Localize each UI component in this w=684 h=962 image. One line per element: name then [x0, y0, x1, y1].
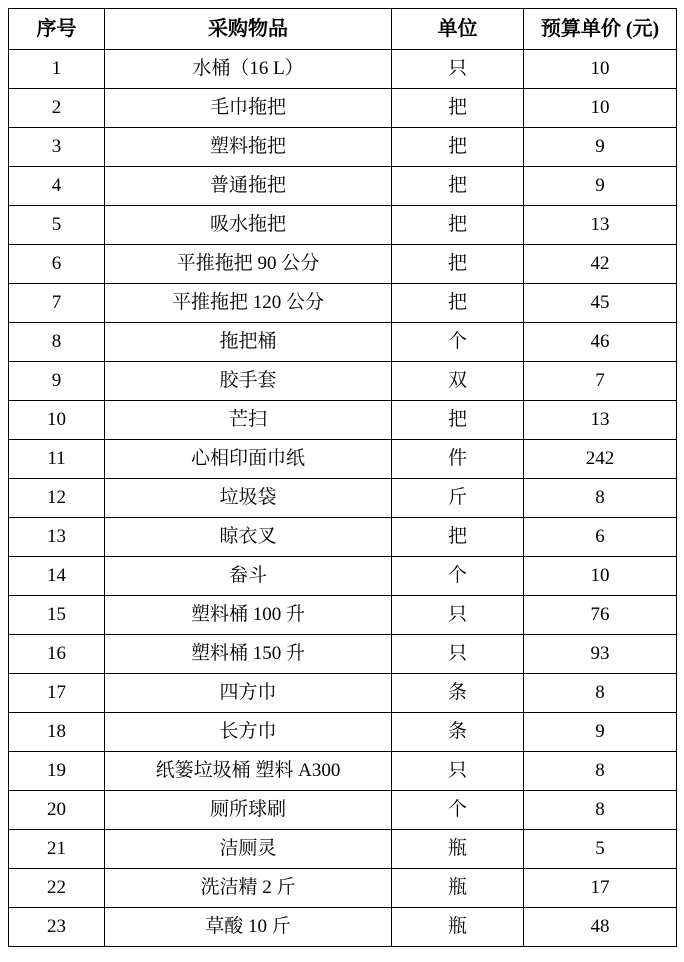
cell-index: 6 — [9, 245, 105, 284]
cell-index: 14 — [9, 557, 105, 596]
cell-unit: 个 — [392, 557, 524, 596]
cell-price: 48 — [524, 908, 677, 947]
cell-item: 厕所球刷 — [105, 791, 392, 830]
table-row — [9, 89, 677, 128]
cell-price: 13 — [524, 206, 677, 245]
cell-index: 20 — [9, 791, 105, 830]
cell-item: 平推拖把 120 公分 — [105, 284, 392, 323]
cell-item: 垃圾袋 — [105, 479, 392, 518]
cell-item: 四方巾 — [105, 674, 392, 713]
cell-unit: 条 — [392, 674, 524, 713]
cell-price: 6 — [524, 518, 677, 557]
cell-index: 3 — [9, 128, 105, 167]
table-row — [9, 674, 677, 713]
cell-price: 8 — [524, 791, 677, 830]
cell-unit: 只 — [392, 596, 524, 635]
column-header-price: 预算单价 (元) — [524, 9, 677, 50]
cell-unit: 瓶 — [392, 869, 524, 908]
cell-index: 23 — [9, 908, 105, 947]
table-row — [9, 479, 677, 518]
cell-item: 芒扫 — [105, 401, 392, 440]
cell-unit: 件 — [392, 440, 524, 479]
cell-index: 11 — [9, 440, 105, 479]
cell-price: 8 — [524, 479, 677, 518]
cell-item: 拖把桶 — [105, 323, 392, 362]
cell-item: 平推拖把 90 公分 — [105, 245, 392, 284]
cell-price: 46 — [524, 323, 677, 362]
cell-index: 13 — [9, 518, 105, 557]
cell-index: 19 — [9, 752, 105, 791]
cell-item: 吸水拖把 — [105, 206, 392, 245]
cell-index: 2 — [9, 89, 105, 128]
table-row — [9, 284, 677, 323]
cell-unit: 斤 — [392, 479, 524, 518]
cell-price: 9 — [524, 167, 677, 206]
cell-item: 塑料桶 100 升 — [105, 596, 392, 635]
cell-unit: 只 — [392, 635, 524, 674]
cell-price: 9 — [524, 128, 677, 167]
cell-price: 8 — [524, 752, 677, 791]
table-header-row — [9, 9, 677, 50]
cell-price: 7 — [524, 362, 677, 401]
cell-index: 7 — [9, 284, 105, 323]
table-row — [9, 50, 677, 89]
cell-item: 胶手套 — [105, 362, 392, 401]
cell-price: 10 — [524, 89, 677, 128]
cell-unit: 瓶 — [392, 830, 524, 869]
cell-index: 17 — [9, 674, 105, 713]
cell-index: 22 — [9, 869, 105, 908]
cell-unit: 把 — [392, 518, 524, 557]
table-row — [9, 752, 677, 791]
cell-unit: 个 — [392, 323, 524, 362]
cell-unit: 把 — [392, 245, 524, 284]
table-row — [9, 596, 677, 635]
cell-item: 草酸 10 斤 — [105, 908, 392, 947]
table-row — [9, 908, 677, 947]
cell-index: 5 — [9, 206, 105, 245]
cell-price: 45 — [524, 284, 677, 323]
table-row — [9, 323, 677, 362]
cell-item: 心相印面巾纸 — [105, 440, 392, 479]
cell-unit: 只 — [392, 50, 524, 89]
cell-item: 洁厕灵 — [105, 830, 392, 869]
cell-unit: 把 — [392, 167, 524, 206]
cell-item: 晾衣叉 — [105, 518, 392, 557]
table-row — [9, 518, 677, 557]
table-row — [9, 791, 677, 830]
cell-price: 10 — [524, 50, 677, 89]
cell-index: 1 — [9, 50, 105, 89]
cell-item: 水桶（16 L） — [105, 50, 392, 89]
table-row — [9, 362, 677, 401]
cell-item: 塑料桶 150 升 — [105, 635, 392, 674]
table-row — [9, 713, 677, 752]
purchase-items-table — [8, 8, 677, 947]
cell-item: 纸篓垃圾桶 塑料 A300 — [105, 752, 392, 791]
cell-unit: 把 — [392, 284, 524, 323]
cell-unit: 个 — [392, 791, 524, 830]
table-row — [9, 635, 677, 674]
table-row — [9, 830, 677, 869]
cell-price: 76 — [524, 596, 677, 635]
cell-price: 242 — [524, 440, 677, 479]
table-row — [9, 869, 677, 908]
cell-index: 15 — [9, 596, 105, 635]
table-row — [9, 206, 677, 245]
cell-index: 4 — [9, 167, 105, 206]
cell-item: 塑料拖把 — [105, 128, 392, 167]
table-body — [9, 50, 677, 947]
cell-index: 12 — [9, 479, 105, 518]
cell-item: 毛巾拖把 — [105, 89, 392, 128]
table-row — [9, 557, 677, 596]
cell-unit: 把 — [392, 206, 524, 245]
cell-unit: 只 — [392, 752, 524, 791]
cell-unit: 把 — [392, 401, 524, 440]
column-header-unit: 单位 — [392, 9, 524, 50]
cell-price: 42 — [524, 245, 677, 284]
cell-unit: 双 — [392, 362, 524, 401]
cell-item: 畚斗 — [105, 557, 392, 596]
cell-index: 16 — [9, 635, 105, 674]
table-row — [9, 245, 677, 284]
column-header-item: 采购物品 — [105, 9, 392, 50]
cell-index: 9 — [9, 362, 105, 401]
cell-index: 10 — [9, 401, 105, 440]
cell-price: 13 — [524, 401, 677, 440]
cell-index: 21 — [9, 830, 105, 869]
cell-index: 8 — [9, 323, 105, 362]
cell-unit: 瓶 — [392, 908, 524, 947]
cell-price: 8 — [524, 674, 677, 713]
table-row — [9, 167, 677, 206]
cell-item: 普通拖把 — [105, 167, 392, 206]
column-header-index: 序号 — [9, 9, 105, 50]
table-row — [9, 440, 677, 479]
cell-index: 18 — [9, 713, 105, 752]
cell-price: 93 — [524, 635, 677, 674]
cell-item: 长方巾 — [105, 713, 392, 752]
table-header — [9, 9, 677, 50]
cell-price: 5 — [524, 830, 677, 869]
cell-price: 17 — [524, 869, 677, 908]
table-row — [9, 128, 677, 167]
cell-unit: 条 — [392, 713, 524, 752]
cell-unit: 把 — [392, 128, 524, 167]
table-row — [9, 401, 677, 440]
cell-price: 9 — [524, 713, 677, 752]
cell-unit: 把 — [392, 89, 524, 128]
cell-item: 洗洁精 2 斤 — [105, 869, 392, 908]
cell-price: 10 — [524, 557, 677, 596]
